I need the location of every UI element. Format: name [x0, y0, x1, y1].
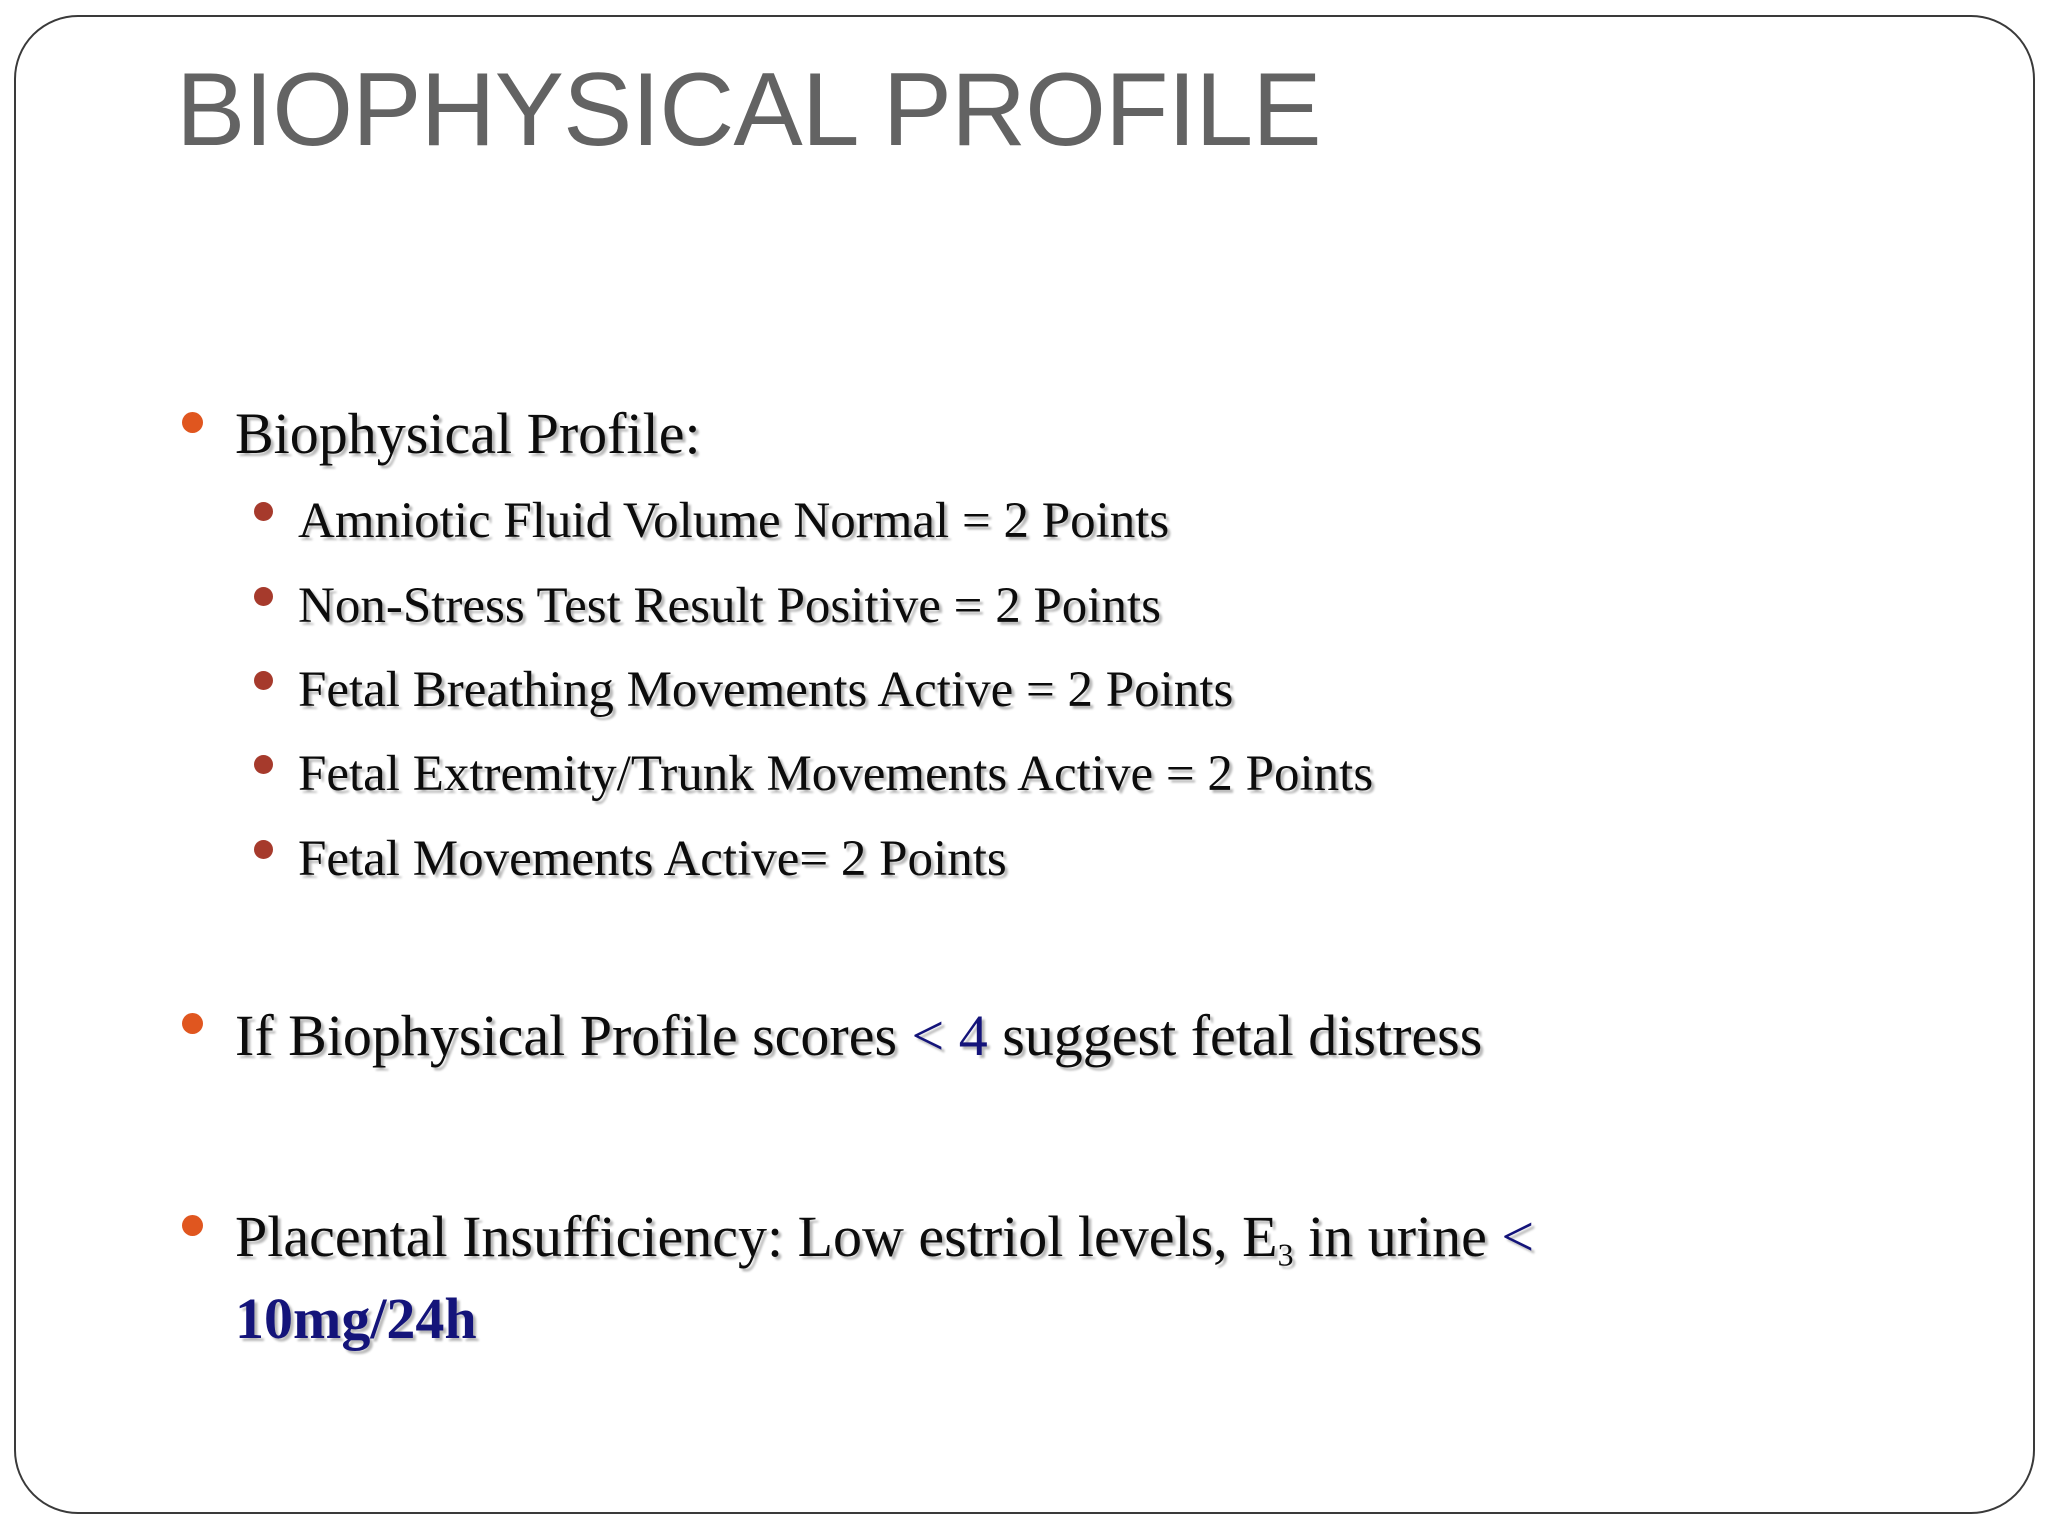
bullet-biophysical-profile: Biophysical Profile: — [235, 401, 701, 466]
subitem-non-stress-test: Non-Stress Test Result Positive = 2 Points — [298, 578, 1161, 634]
subitem-amniotic-fluid: Amniotic Fluid Volume Normal = 2 Points — [298, 493, 1170, 549]
bullet-text: Placental Insufficiency: Low estriol levels, E — [235, 1204, 1278, 1269]
sub-bullet-dot — [254, 671, 273, 690]
estriol-threshold: 10mg/24h — [235, 1286, 477, 1351]
bullet-text: suggest fetal distress — [987, 1003, 1483, 1068]
bullet-dot — [182, 1215, 203, 1236]
sub-bullet-dot — [254, 587, 273, 606]
bullet-dot — [182, 1013, 203, 1034]
subitem-fetal-extremity: Fetal Extremity/Trunk Movements Active = 2 Points — [298, 746, 1374, 802]
estriol-subscript: 3 — [1277, 1237, 1294, 1273]
bullet-text: in urine — [1293, 1204, 1502, 1269]
subitem-fetal-movements: Fetal Movements Active= 2 Points — [298, 831, 1007, 887]
sub-bullet-dot — [254, 840, 273, 859]
sub-bullet-dot — [254, 755, 273, 774]
bullet-text: If Biophysical Profile scores — [235, 1003, 912, 1068]
bullet-placental-insufficiency — [235, 1196, 1534, 1278]
less-than-symbol: < — [1501, 1204, 1535, 1269]
subitem-fetal-breathing: Fetal Breathing Movements Active = 2 Points — [298, 662, 1234, 718]
estriol-threshold-line — [235, 1278, 477, 1360]
score-threshold: < 4 — [911, 1003, 988, 1068]
slide-title: BIOPHYSICAL PROFILE — [176, 52, 1321, 168]
bullet-profile-scores — [235, 995, 1482, 1077]
bullet-dot — [182, 412, 203, 433]
sub-bullet-dot — [254, 502, 273, 521]
